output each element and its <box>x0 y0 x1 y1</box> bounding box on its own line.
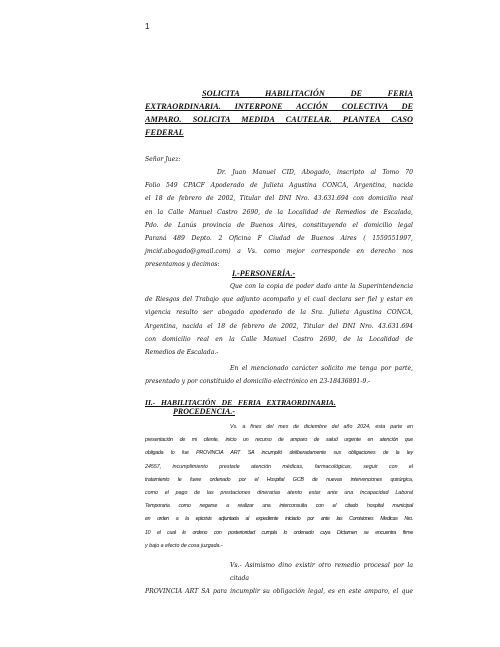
paragraph-line: en orden a la epicrisis adjuntada al expediente iniciado por ante las Comisiones Medicas Nro. <box>145 516 413 523</box>
intro-line: Dr. Juan Manuel CID, Abogado, inscripto al Tomo 70 <box>217 169 413 176</box>
paragraph-line: presentado y por constituido el domicilio electrónico en 23-18436891-9.- <box>145 378 371 386</box>
intro-line: Folio 549 CPACF Apoderado de Julieta Agustina CONCA, Argentina, nacida <box>145 182 413 190</box>
section-heading-personeria: I.-PERSONERÍA.- <box>232 269 296 278</box>
title-line: SOLICITA HABILITACIÓN DE FERIA <box>202 89 413 98</box>
paragraph-line: En el mencionado carácter solicito me tenga por parte, <box>230 365 413 372</box>
document-title <box>145 87 413 139</box>
paragraph-line: Temporaria como negarse a realizar una interconsulta con el citado hospital municipal <box>145 503 413 510</box>
title-line: EXTRAORDINARIA. INTERPONE ACCIÓN COLECTIVA DE <box>145 102 413 111</box>
heading-line: II.- HABILITACIÓN DE FERIA EXTRAORDINARIA. <box>145 398 336 407</box>
paragraph-line: Vs.- Asimismo dino existir otro remedio procesal por la citada <box>230 562 413 583</box>
heading-line: PROCEDENCIA.- <box>173 407 236 416</box>
salutation-block <box>145 153 413 166</box>
salutation: Señor Juez: <box>145 156 181 163</box>
page-number: 1 <box>145 22 150 31</box>
paragraph-line: como el pago de las prestaciones dinerarias atento estar ante una Incapacidad Laboral <box>145 490 413 497</box>
intro-paragraph <box>145 166 413 272</box>
paragraph-line: vigencia resulto ser abogado apoderado de la Sra. Julieta Agustina CONCA, <box>145 309 413 317</box>
intro-line: Pdo. de Lanús provincia de Buenos Aires, constituyendo el domicilio legal <box>145 221 413 229</box>
paragraph-line: con domicilio real en la Calle Manuel Castro 2690, de la Localidad de <box>145 335 413 343</box>
intro-line: presentamos y decimos: <box>145 261 220 269</box>
personeria-paragraph-1 <box>145 280 413 359</box>
section-heading-habilitacion <box>145 398 413 416</box>
paragraph-line: presentación de mi cliente, inicio un recurso de amparo de salud urgente en atención que <box>145 437 413 444</box>
intro-line: en la Calle Manuel Castro 2690, de la Localidad de Remedios de Escalada, <box>145 208 413 216</box>
paragraph-line: Remedios de Escalada.- <box>145 349 219 357</box>
habilitacion-paragraph-1 <box>145 421 413 553</box>
paragraph-line: 24557, incumplimiento prestarle atención médicas, farmacológicas, seguir con el <box>145 463 413 470</box>
paragraph-line: obligada lo fue PROVINCIA ART SA incumplió deliberadamente sus obligaciones de la ley <box>145 450 413 457</box>
title-line: FEDERAL <box>145 128 184 137</box>
personeria-paragraph-2 <box>145 362 413 388</box>
paragraph-line: Vs. a fines del mes de diciembre del año 2024, esta parte en <box>230 424 413 430</box>
intro-line: Paraná 489 Depto. 2 Oficina F Ciudad de Buenos Aires ( 1559551997, <box>145 235 413 243</box>
title-line: AMPARO. SOLICITA MEDIDA CAUTELAR. PLANTEA CASO <box>145 115 413 124</box>
paragraph-line: tratamiento le fuere ordenado por el Hospital GCB de nuevas intervenciones quirúrgica, <box>145 476 413 483</box>
paragraph-line: Que con la copia de poder dado ante la Superintendencia <box>230 283 413 290</box>
paragraph-line: y bajo a efecto de cosa juzgada.- <box>145 542 223 549</box>
paragraph-line: de Riesgos del Trabajo que adjunto acompaño y el cual declara ser fiel y estar en <box>145 296 413 304</box>
paragraph-line: Argentina, nacida el 18 de febrero de 2002, Titular del DNI Nro. 43.631.694 <box>145 322 413 330</box>
paragraph-line: PROVINCIA ART SA para incumplir su obligación legal, es en este amparo, el que <box>145 588 413 596</box>
habilitacion-paragraph-2 <box>145 559 413 599</box>
paragraph-line: 10 el cual le ordeno con posterioridad cumpla lo ordenado cuya Dictamen se encuentra firme <box>145 529 413 536</box>
intro-line: el 18 de febrero de 2002, Titular del DNI Nro. 43.631.694 con domicilio real <box>145 195 413 203</box>
intro-line: jmcid.abogado@gmail.com) a Vs. como mejor corresponde en derecho nos <box>145 248 413 256</box>
